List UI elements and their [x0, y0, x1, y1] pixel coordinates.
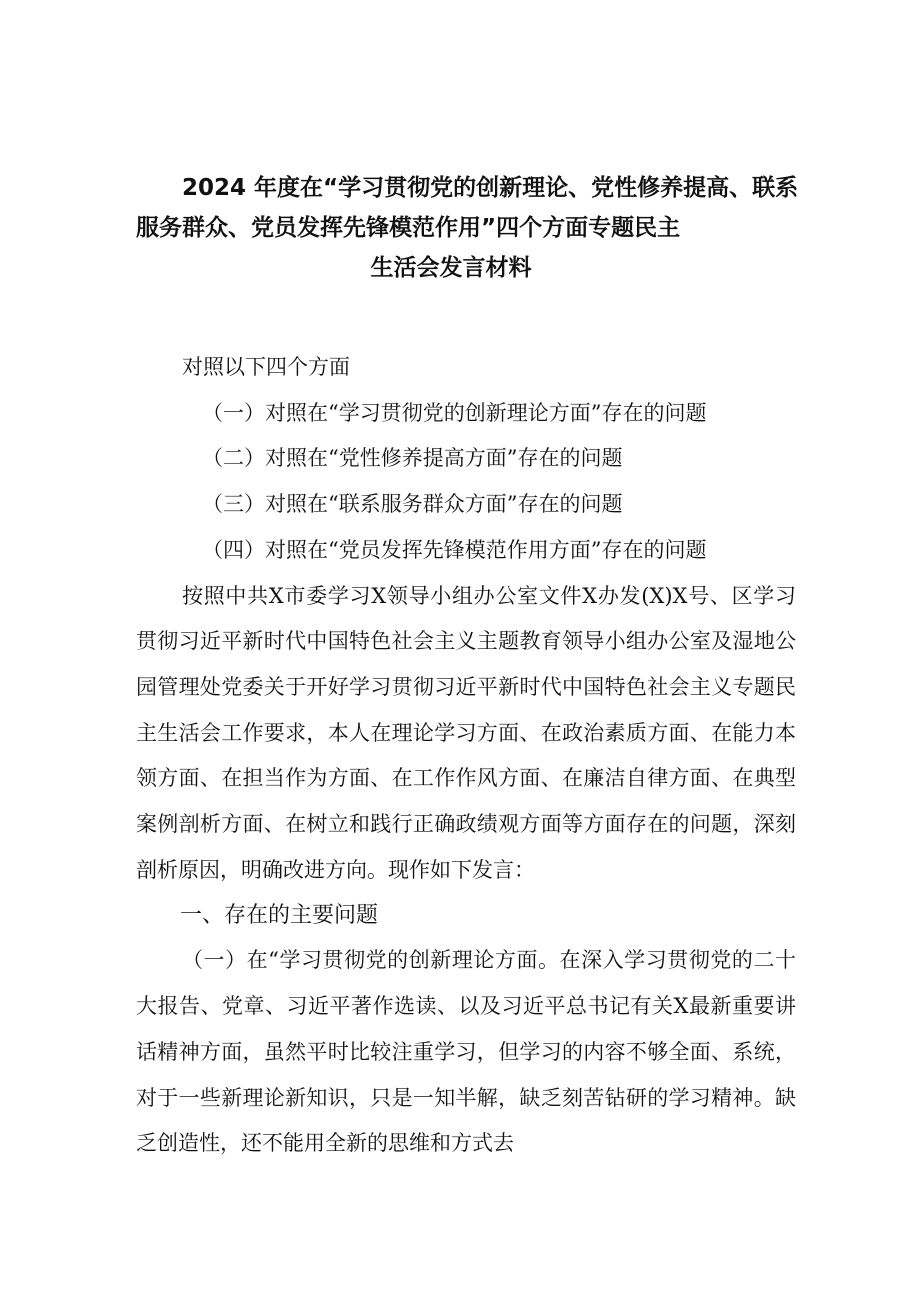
- title-line-3: 生活会发言材料: [370, 255, 532, 281]
- intro-heading: 对照以下四个方面: [182, 355, 350, 379]
- intro-paragraph: 按照中共X市委学习X领导小组办公室文件X办发(X)X号、区学习贯彻习近平新时代中国特色社会主义主题教育领导小组办公室及湿地公园管理处党委关于开好学习贯彻习近平新时代中国特色社会主义专题民主生活会工作要求，本人在理论学习方面、在政治素质方面、在能力本领方面、在担当作为方面、在工作作风方面、在廉洁自律方面、在典型案例剖析方面、在树立和践行正确政绩观方面等方面存在的问题，深刻剖析原因，明确改进方向。现作如下发言：: [136, 583, 796, 882]
- list-item-3: （三）对照在“联系服务群众方面”存在的问题: [202, 492, 623, 517]
- list-item-4: （四）对照在“党员发挥先锋模范作用方面”存在的问题: [202, 537, 707, 562]
- document-body: [136, 345, 796, 1167]
- title-line-1: 2024 年度在“学习贯彻党的创新理论、党性修养提高、联系: [182, 175, 799, 201]
- title-line-2: 服务群众、党员发挥先锋模范作用”四个方面专题民主: [136, 215, 681, 241]
- section-heading: 一、存在的主要问题: [180, 903, 379, 929]
- list-item-1: （一）对照在“学习贯彻党的创新理论方面”存在的问题: [202, 400, 707, 425]
- document-title: [136, 168, 799, 288]
- section-paragraph: （一）在“学习贯彻党的创新理论方面。在深入学习贯彻党的二十大报告、党章、习近平著作选读、以及习近平总书记有关X最新重要讲话精神方面，虽然平时比较注重学习，但学习的内容不够全面、系统，对于一些新理论新知识，只是一知半解，缺乏刻苦钻研的学习精神。缺乏创造性，还不能用全新的思维和方式去: [136, 948, 796, 1156]
- list-item-2: （二）对照在“党性修养提高方面”存在的问题: [202, 446, 623, 471]
